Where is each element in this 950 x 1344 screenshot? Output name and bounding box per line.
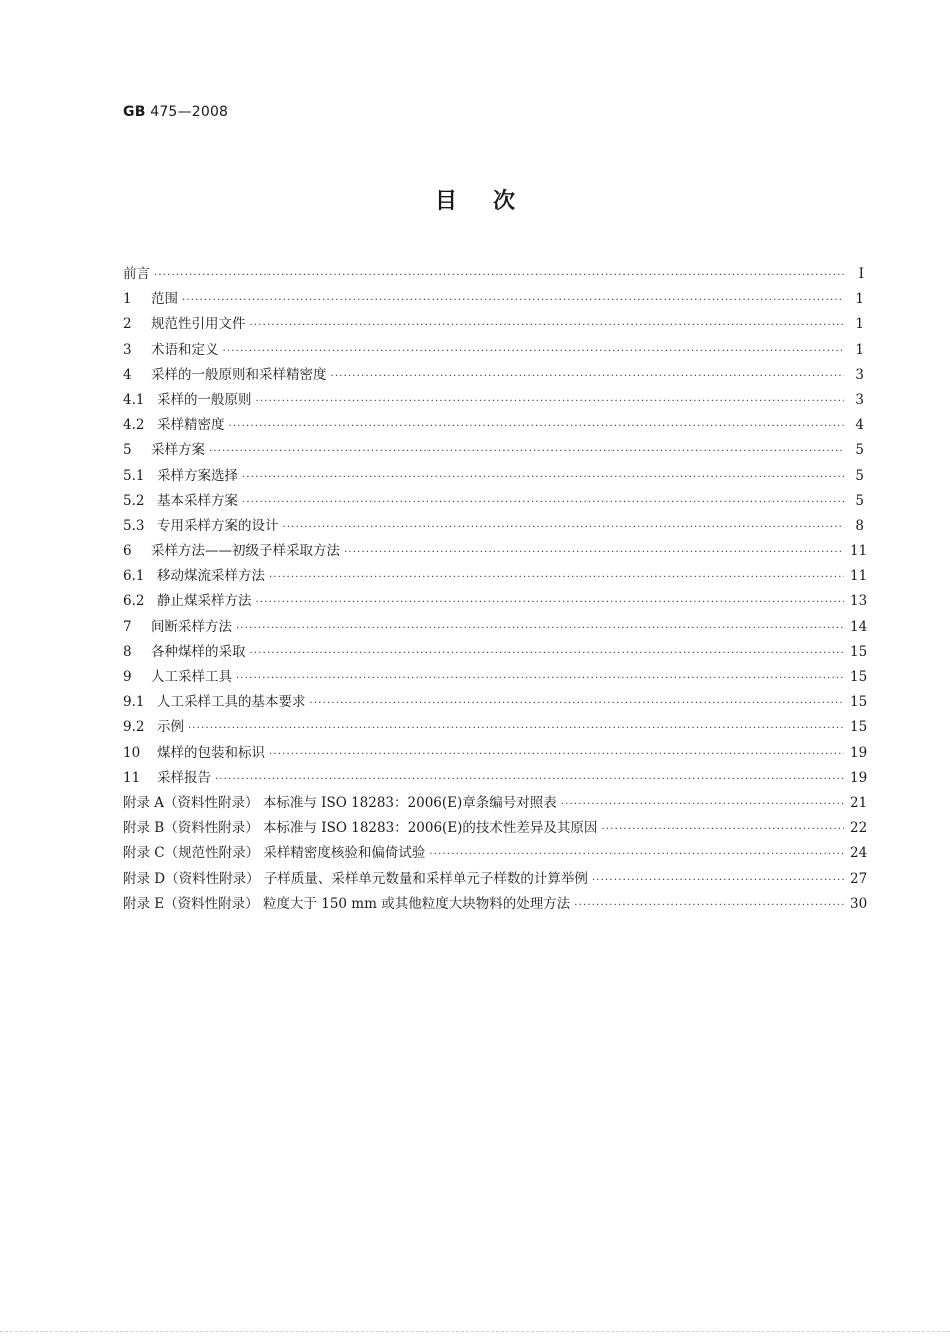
toc-entry-annex-b[interactable] [123,816,868,841]
toc-section-number: 3 [123,341,132,358]
toc-entry-9-1[interactable] [123,690,868,715]
toc-section-number: 2 [123,316,132,333]
toc-annex-number: 附录 A（资料性附录） [123,794,259,811]
toc-annex-number: 附录 D（资料性附录） [123,870,260,887]
toc-entry-label: 4.1 采样的一般原则 [123,388,256,413]
toc-annex-number: 附录 C（规范性附录） [123,845,260,862]
toc-page-number: 5 [855,442,864,459]
toc-page-number: 3 [855,366,864,383]
toc-dot-leader [310,691,845,716]
toc-dot-leader [223,339,845,364]
toc-entry-7[interactable] [123,615,868,640]
toc-page-number: I [858,266,864,282]
toc-page-number: 8 [855,517,864,534]
toc-entry-6-2[interactable] [123,589,868,614]
toc-entry-annex-a[interactable] [123,791,868,816]
toc-page-number: 19 [850,744,868,761]
toc-annex-number: 附录 E（资料性附录） [123,895,259,912]
toc-entry-5-2[interactable] [123,489,864,514]
page-title: 目次 [434,188,551,214]
toc-dot-leader [209,439,844,464]
toc-page-number: 11 [850,568,868,585]
toc-entry-annex-d[interactable] [123,867,868,892]
table-of-contents [123,262,868,917]
toc-entry-label: 6.1 移动煤流采样方法 [123,564,269,589]
toc-entry-11[interactable] [123,766,868,791]
toc-page-number: 1 [855,341,864,358]
toc-entry-3[interactable] [123,338,864,363]
toc-section-number: 1 [123,291,132,308]
toc-entry-2[interactable] [123,312,864,337]
toc-section-number: 10 [123,744,141,761]
toc-entry-label: 10 煤样的包装和标识 [123,741,269,766]
toc-dot-leader [250,641,845,666]
toc-section-number: 5.2 [123,492,145,509]
toc-entry-9-2[interactable] [123,715,868,740]
toc-section-number: 4.2 [123,417,145,434]
standard-prefix: GB [123,104,146,120]
toc-entry-label: 9.1 人工采样工具的基本要求 [123,690,310,715]
toc-page-number: 5 [855,467,864,484]
toc-dot-leader [250,313,845,338]
toc-dot-leader [601,817,844,842]
toc-page-number: 27 [850,870,868,887]
toc-page-number: 1 [855,316,864,333]
toc-dot-leader [344,540,844,565]
toc-dot-leader [269,742,844,767]
toc-dot-leader [561,792,844,817]
toc-section-number: 6 [123,543,132,560]
toc-entry-label: 1 范围 [123,287,182,312]
toc-entry-label: 8 各种煤样的采取 [123,640,250,665]
toc-section-number: 9.1 [123,694,145,711]
toc-dot-leader [283,515,845,540]
toc-dot-leader [331,364,845,389]
toc-section-number: 7 [123,618,132,635]
toc-entry-label: 附录 D（资料性附录） 子样质量、采样单元数量和采样单元子样数的计算举例 [123,867,592,892]
toc-entry-label: 附录 E（资料性附录） 粒度大于 150 mm 或其他粒度大块物料的处理方法 [123,892,574,917]
toc-page-number: 4 [855,417,864,434]
toc-page-number: 19 [850,769,868,786]
toc-dot-leader [236,666,844,691]
toc-section-number: 11 [123,769,141,786]
toc-page-number: 22 [850,820,868,837]
toc-dot-leader [242,490,844,515]
toc-dot-leader [592,868,844,893]
toc-dot-leader [182,288,844,313]
toc-entry-label: 4.2 采样精密度 [123,413,229,438]
toc-dot-leader [229,414,845,439]
toc-section-number: 8 [123,643,132,660]
page-bottom-edge [0,1331,950,1332]
toc-entry-label: 9 人工采样工具 [123,665,236,690]
toc-entry-label: 2 规范性引用文件 [123,312,250,337]
toc-entry-5-3[interactable] [123,514,864,539]
toc-page-number: 21 [850,794,868,811]
toc-dot-leader [188,716,844,741]
toc-entry-9[interactable] [123,665,868,690]
toc-section-number: 6.2 [123,593,145,610]
toc-section-number: 5.3 [123,517,145,534]
toc-section-number: 5 [123,442,132,459]
toc-section-number: 4 [123,366,132,383]
toc-dot-leader [256,389,845,414]
toc-dot-leader [256,590,845,615]
toc-section-number: 9 [123,669,132,685]
toc-page-number: 1 [855,291,864,308]
toc-entry-label: 5.2 基本采样方案 [123,489,242,514]
toc-dot-leader [574,893,844,918]
toc-entry-4-2[interactable] [123,413,864,438]
toc-page-number: 14 [850,618,868,635]
toc-page-number: 15 [850,669,868,685]
standard-code [123,104,228,120]
toc-entry-label: 6.2 静止煤采样方法 [123,589,256,614]
toc-entry-annex-e[interactable] [123,892,868,917]
toc-page-number: 5 [855,492,864,509]
toc-dot-leader [242,465,844,490]
toc-entry-label: 9.2 示例 [123,715,188,740]
toc-entry-label: 5.1 采样方案选择 [123,464,242,489]
toc-entry-label: 附录 C（规范性附录） 采样精密度核验和偏倚试验 [123,841,429,866]
toc-page-number: 24 [850,845,868,862]
toc-annex-number: 附录 B（资料性附录） [123,820,259,837]
toc-entry-label: 前言 [123,266,150,282]
toc-page-number: 13 [850,593,868,610]
toc-dot-leader [269,565,844,590]
toc-entry-5[interactable] [123,438,864,463]
toc-dot-leader [154,263,844,288]
toc-page-number: 3 [855,391,864,408]
toc-section-number: 6.1 [123,568,145,585]
toc-entry-label: 5 采样方案 [123,438,209,463]
toc-page-number: 15 [850,643,868,660]
toc-page-number: 30 [850,895,868,912]
toc-entry-label: 7 间断采样方法 [123,615,236,640]
toc-entry-label: 5.3 专用采样方案的设计 [123,514,283,539]
toc-page-number: 15 [850,719,868,736]
toc-entry-8[interactable] [123,640,868,665]
toc-dot-leader [429,842,844,867]
toc-entry-6[interactable] [123,539,868,564]
toc-entry-label: 附录 A（资料性附录） 本标准与 ISO 18283：2006(E)章条编号对照表 [123,791,561,816]
toc-dot-leader [215,767,844,792]
toc-entry-label: 附录 B（资料性附录） 本标准与 ISO 18283：2006(E)的技术性差异及其原因 [123,816,601,841]
toc-entry-label: 6 采样方法——初级子样采取方法 [123,539,344,564]
toc-entry-5-1[interactable] [123,464,864,489]
toc-entry-4[interactable] [123,363,864,388]
toc-entry-4-1[interactable] [123,388,864,413]
toc-page-number: 15 [850,694,868,711]
toc-section-number: 5.1 [123,467,145,484]
toc-entry-label: 4 采样的一般原则和采样精密度 [123,363,331,388]
toc-entry-annex-c[interactable] [123,841,868,866]
toc-entry-10[interactable] [123,741,868,766]
toc-section-number: 9.2 [123,719,145,736]
standard-number: 475—2008 [150,104,229,120]
toc-section-number: 4.1 [123,391,145,408]
toc-entry-6-1[interactable] [123,564,868,589]
toc-entry-1[interactable] [123,287,864,312]
toc-entry-foreword[interactable] [123,262,864,287]
toc-entry-label: 3 术语和定义 [123,338,223,363]
toc-dot-leader [236,616,844,641]
toc-entry-label: 11 采样报告 [123,766,215,791]
toc-page-number: 11 [850,543,868,560]
